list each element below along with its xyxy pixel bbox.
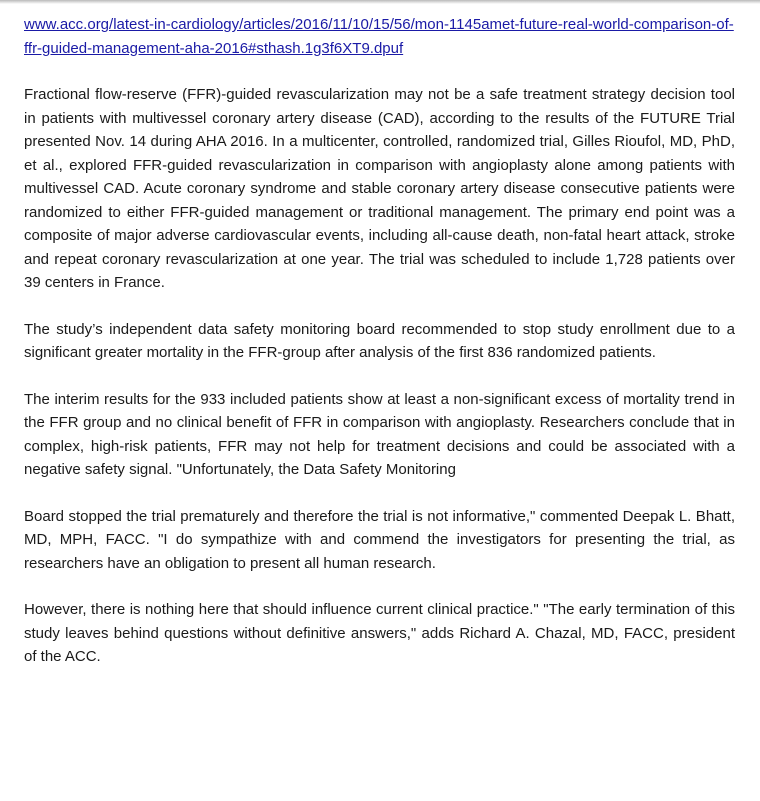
paragraph-chazal-comment: However, there is nothing here that should influence current clinical practice." "The early termination of this study leaves behind questions without definitive answers," adds Richard A. Chazal, MD, FACC, president of the ACC.: [24, 601, 735, 665]
paragraph-interim-results: The interim results for the 933 included patients show at least a non-significant excess of mortality trend in the FFR group and no clinical benefit of FFR in comparison with angioplasty. Researchers conclude that in complex, high-risk patients, FFR may not help for treatment decisions and could be associated with a negative safety signal. "Unfortunately, the Data Safety Monitoring: [24, 390, 735, 478]
paragraph-summary: Fractional flow-reserve (FFR)-guided revascularization may not be a safe treatment strategy decision tool in patients with multivessel coronary artery disease (CAD), according to the results of the FUTURE Trial presented Nov. 14 during AHA 2016. In a multicenter, controlled, randomized trial, Gilles Rioufol, MD, PhD, et al., explored FFR-guided revascularization in comparison with angioplasty alone among patients with multivessel CAD. Acute coronary syndrome and stable coronary artery disease consecutive patients were randomized to either FFR-guided management or traditional management. The primary end point was a composite of major adverse cardiovascular events, including all-cause death, non-fatal heart attack, stroke and repeat coronary revascularization at one year. The trial was scheduled to include 1,728 patients over 39 centers in France.: [24, 86, 735, 291]
document-body: [24, 13, 735, 669]
source-link[interactable]: www.acc.org/latest-in-cardiology/articles/2016/11/10/15/56/mon-1145amet-future-real-world-comparison-of-ffr-guided-management-aha-2016#sthash.1g3f6XT9.dpuf: [24, 16, 734, 57]
window-top-edge: [0, 0, 760, 4]
paragraph-dsmb-recommendation: The study’s independent data safety monitoring board recommended to stop study enrollment due to a significant greater mortality in the FFR-group after analysis of the first 836 randomized patients.: [24, 320, 735, 361]
paragraph-bhatt-comment: Board stopped the trial prematurely and therefore the trial is not informative," commented Deepak L. Bhatt, MD, MPH, FACC. "I do sympathize with and commend the investigators for presenting the trial, as researchers have an obligation to present all human research.: [24, 507, 735, 572]
